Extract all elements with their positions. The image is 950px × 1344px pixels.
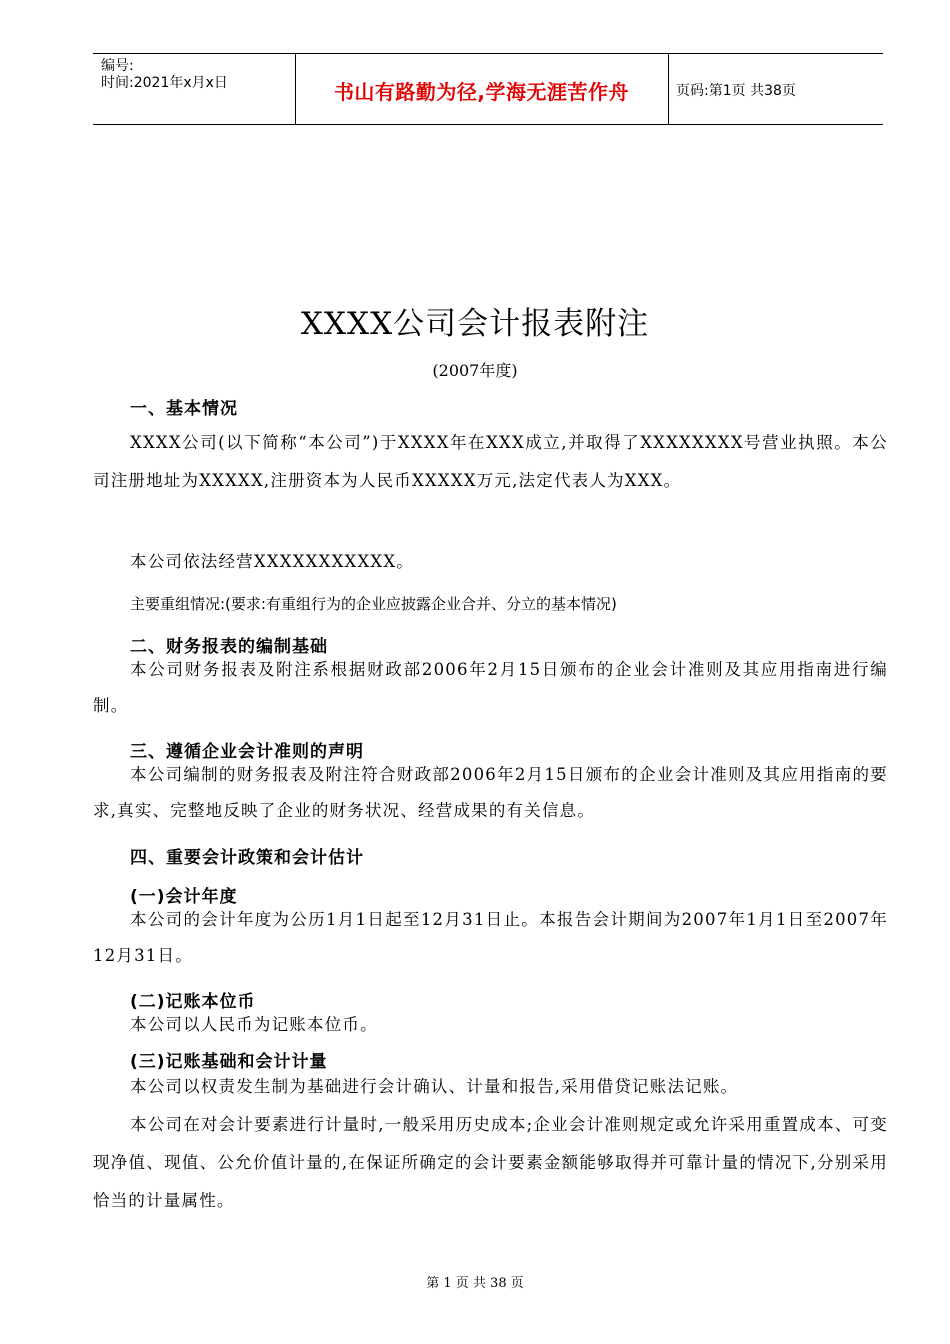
- paragraph: 本公司以权责发生制为基础进行会计确认、计量和报告,采用借贷记账法记账。: [130, 1077, 739, 1096]
- section-heading: 三、遵循企业会计准则的声明: [130, 742, 364, 762]
- section-heading: 二、财务报表的编制基础: [130, 637, 328, 657]
- header-divider: [668, 54, 669, 124]
- header-meta: [101, 58, 228, 92]
- document-subtitle: (2007年度): [432, 361, 518, 380]
- paragraph-note: 主要重组情况:(要求:有重组行为的企业应披露企业合并、分立的基本情况): [130, 595, 617, 613]
- section-heading: 四、重要会计政策和会计估计: [130, 848, 364, 868]
- paragraph: XXXX公司(以下简称“本公司”)于XXXX年在XXX成立,并取得了XXXXXXXX号营业执照。本公司注册地址为XXXXX,注册资本为人民币XXXXX万元,法定代表人为XXX。: [93, 433, 888, 490]
- paragraph: 本公司以人民币为记账本位币。: [130, 1015, 378, 1034]
- paragraph: 本公司依法经营XXXXXXXXXXX。: [130, 552, 415, 571]
- subsection-heading: (三)记账基础和会计计量: [130, 1052, 328, 1072]
- paragraph: 本公司编制的财务报表及附注符合财政部2006年2月15日颁布的企业会计准则及其应用指南的要求,真实、完整地反映了企业的财务状况、经营成果的有关信息。: [93, 765, 888, 820]
- paragraph: 本公司在对会计要素进行计量时,一般采用历史成本;企业会计准则规定或允许采用重置成本、可变现净值、现值、公允价值计量的,在保证所确定的会计要素金额能够取得并可靠计量的情况下,分别采用恰当的计量属性。: [93, 1115, 888, 1210]
- header-motto: 书山有路勤为径,学海无涯苦作舟: [333, 80, 630, 104]
- section-heading: 一、基本情况: [130, 399, 238, 419]
- page-footer: 第 1 页 共 38 页: [426, 1276, 524, 1291]
- header-time-label: 时间:2021年x月x日: [101, 75, 228, 91]
- subsection-heading: (二)记账本位币: [130, 992, 256, 1012]
- paragraph: 本公司财务报表及附注系根据财政部2006年2月15日颁布的企业会计准则及其应用指南进行编制。: [93, 660, 888, 715]
- paragraph: 本公司的会计年度为公历1月1日起至12月31日止。本报告会计期间为2007年1月1日至2007年12月31日。: [93, 910, 888, 965]
- header-number-label: 编号:: [101, 58, 134, 74]
- document-title: XXXX公司会计报表附注: [300, 306, 650, 342]
- header-page-number: 页码:第1页 共38页: [676, 83, 796, 99]
- subsection-heading: (一)会计年度: [130, 887, 238, 907]
- page-header: [93, 53, 883, 125]
